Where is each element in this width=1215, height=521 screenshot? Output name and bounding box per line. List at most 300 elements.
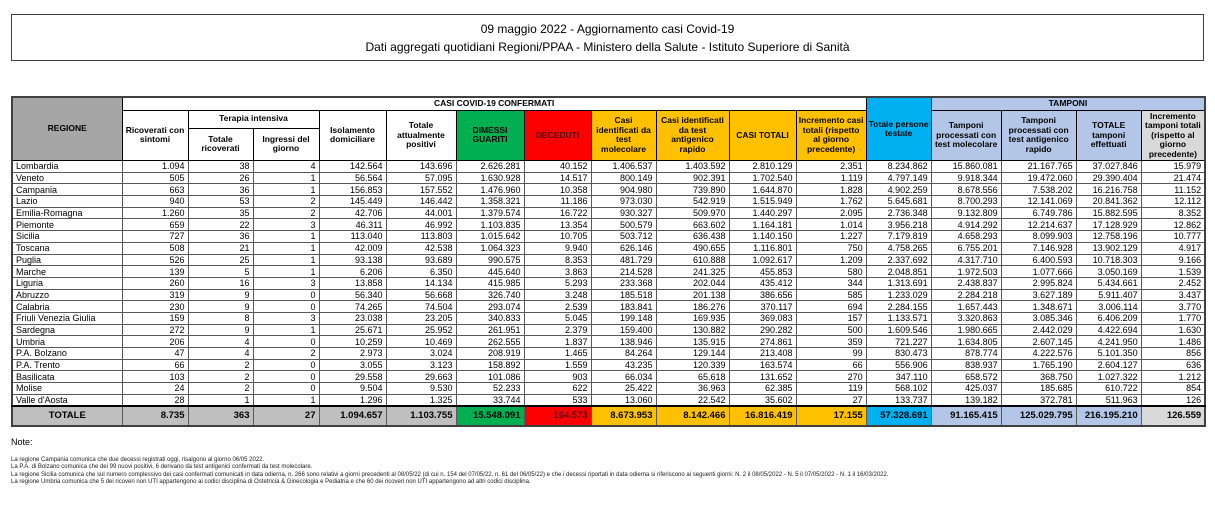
- value-cell: 2.284.218: [931, 289, 1001, 301]
- value-cell: 74.265: [319, 301, 386, 313]
- value-cell: 208.919: [456, 348, 524, 360]
- value-cell: 2.452: [1141, 277, 1205, 289]
- value-cell: 372.781: [1001, 394, 1076, 406]
- value-cell: 1.212: [1141, 371, 1205, 383]
- value-cell: 119: [796, 383, 866, 395]
- value-cell: 42.538: [386, 242, 456, 254]
- value-cell: 1.403.592: [656, 161, 729, 173]
- value-cell: 103: [122, 371, 188, 383]
- value-cell: 44.001: [386, 207, 456, 219]
- header-ingressi-giorno: Ingressi del giorno: [253, 128, 319, 160]
- value-cell: 56.668: [386, 289, 456, 301]
- value-cell: 139.182: [931, 394, 1001, 406]
- value-cell: 25.422: [591, 383, 656, 395]
- table-row: [12, 184, 1205, 196]
- value-cell: 721.227: [866, 336, 931, 348]
- value-cell: 2.626.281: [456, 161, 524, 173]
- value-cell: 1.972.503: [931, 266, 1001, 278]
- header-casi-totali: CASI TOTALI: [729, 110, 796, 161]
- totale-value: 126.559: [1141, 406, 1205, 426]
- value-cell: 101.086: [456, 371, 524, 383]
- value-cell: 1.609.546: [866, 324, 931, 336]
- value-cell: 0: [253, 371, 319, 383]
- value-cell: 1.094: [122, 161, 188, 173]
- table-row: [12, 242, 1205, 254]
- value-cell: 1.119: [796, 172, 866, 184]
- table-row: [12, 266, 1205, 278]
- value-cell: 52.233: [456, 383, 524, 395]
- value-cell: 143.696: [386, 161, 456, 173]
- header-dimessi-guariti: DIMESSI GUARITI: [456, 110, 524, 161]
- value-cell: 21: [188, 242, 253, 254]
- value-cell: 36: [188, 184, 253, 196]
- value-cell: 750: [796, 242, 866, 254]
- value-cell: 36.963: [656, 383, 729, 395]
- value-cell: 21.167.765: [1001, 161, 1076, 173]
- value-cell: 856: [1141, 348, 1205, 360]
- value-cell: 28: [122, 394, 188, 406]
- table-row: [12, 312, 1205, 324]
- value-cell: 4: [188, 348, 253, 360]
- value-cell: 6.350: [386, 266, 456, 278]
- value-cell: 214.528: [591, 266, 656, 278]
- region-name-cell: Basilicata: [12, 371, 122, 383]
- value-cell: 5.911.407: [1076, 289, 1141, 301]
- value-cell: 1.348.671: [1001, 301, 1076, 313]
- value-cell: 2.337.692: [866, 254, 931, 266]
- table-header: [12, 97, 1205, 161]
- value-cell: 5: [188, 266, 253, 278]
- value-cell: 66.034: [591, 371, 656, 383]
- value-cell: 622: [524, 383, 591, 395]
- value-cell: 138.946: [591, 336, 656, 348]
- value-cell: 126: [1141, 394, 1205, 406]
- value-cell: 1.209: [796, 254, 866, 266]
- note-line: La regione Sicilia comunica che sul numero complessivo dei casi confermati comunicati in data odierna, n. 266 sono relativi a giorni precedenti al 08/05/22 (di cui n. 154 del 07/05/22, n. 61 del 06/05/22) e che i decessi riportati in data odierna si riferiscono ai seguenti giorni: N. 2 il 08/05/2022 - N. 5 il 07/05/2022 - N. 1 il 16/03/2022.: [11, 471, 889, 478]
- value-cell: 29.390.404: [1076, 172, 1141, 184]
- value-cell: 854: [1141, 383, 1205, 395]
- region-name-cell: Molise: [12, 383, 122, 395]
- value-cell: 973.030: [591, 196, 656, 208]
- page-title: 09 maggio 2022 - Aggiornamento casi Covid-19: [480, 22, 735, 36]
- value-cell: 293.074: [456, 301, 524, 313]
- value-cell: 2: [188, 359, 253, 371]
- header-tamponi-molecolare: Tamponi processati con test molecolare: [931, 110, 1001, 161]
- value-cell: 5.434.661: [1076, 277, 1141, 289]
- value-cell: 130.882: [656, 324, 729, 336]
- value-cell: 0: [253, 301, 319, 313]
- value-cell: 99: [796, 348, 866, 360]
- value-cell: 25.952: [386, 324, 456, 336]
- value-cell: 3: [253, 312, 319, 324]
- value-cell: 9.132.809: [931, 207, 1001, 219]
- value-cell: 1.092.617: [729, 254, 796, 266]
- value-cell: 319: [122, 289, 188, 301]
- value-cell: 40.152: [524, 161, 591, 173]
- totale-value: 216.195.210: [1076, 406, 1141, 426]
- value-cell: 12.862: [1141, 219, 1205, 231]
- value-cell: 13.858: [319, 277, 386, 289]
- value-cell: 3.123: [386, 359, 456, 371]
- value-cell: 2.604.127: [1076, 359, 1141, 371]
- value-cell: 113.803: [386, 231, 456, 243]
- value-cell: 9: [188, 301, 253, 313]
- value-cell: 368.750: [1001, 371, 1076, 383]
- value-cell: 533: [524, 394, 591, 406]
- value-cell: 260: [122, 277, 188, 289]
- value-cell: 610.722: [1076, 383, 1141, 395]
- value-cell: 2: [188, 383, 253, 395]
- header-incremento-tamponi: Incremento tamponi totali (rispetto al giorno precedente): [1141, 110, 1205, 161]
- value-cell: 6.749.786: [1001, 207, 1076, 219]
- value-cell: 10.358: [524, 184, 591, 196]
- totale-value: 363: [188, 406, 253, 426]
- value-cell: 185.685: [1001, 383, 1076, 395]
- value-cell: 5.293: [524, 277, 591, 289]
- value-cell: 2.736.348: [866, 207, 931, 219]
- value-cell: 1.539: [1141, 266, 1205, 278]
- value-cell: 4: [253, 161, 319, 173]
- value-cell: 158.892: [456, 359, 524, 371]
- value-cell: 3.627.189: [1001, 289, 1076, 301]
- note-line: La regione Umbria comunica che 5 dei ricoveri non UTI appartengono ai codici disciplina di Ostetricia & Ginecologia e Pediatria e che 60 dei ricoveri non UTI appartengono ad altri codici disciplina.: [11, 479, 531, 486]
- value-cell: 14.134: [386, 277, 456, 289]
- value-cell: 13.060: [591, 394, 656, 406]
- value-cell: 8.678.556: [931, 184, 1001, 196]
- table-row: [12, 371, 1205, 383]
- value-cell: 500: [796, 324, 866, 336]
- header-regione: REGIONE: [12, 97, 122, 161]
- value-cell: 1.260: [122, 207, 188, 219]
- value-cell: 6.755.201: [931, 242, 1001, 254]
- value-cell: 3.024: [386, 348, 456, 360]
- value-cell: 1.325: [386, 394, 456, 406]
- value-cell: 37.027.846: [1076, 161, 1141, 173]
- value-cell: 201.138: [656, 289, 729, 301]
- value-cell: 1.630: [1141, 324, 1205, 336]
- region-name-cell: Liguria: [12, 277, 122, 289]
- region-name-cell: Lombardia: [12, 161, 122, 173]
- value-cell: 3.006.114: [1076, 301, 1141, 313]
- value-cell: 636: [1141, 359, 1205, 371]
- value-cell: 56.340: [319, 289, 386, 301]
- value-cell: 9: [188, 289, 253, 301]
- value-cell: 20.841.362: [1076, 196, 1141, 208]
- value-cell: 1.014: [796, 219, 866, 231]
- value-cell: 10.718.303: [1076, 254, 1141, 266]
- value-cell: 156.853: [319, 184, 386, 196]
- value-cell: 46.311: [319, 219, 386, 231]
- region-name-cell: Marche: [12, 266, 122, 278]
- value-cell: 903: [524, 371, 591, 383]
- value-cell: 9.504: [319, 383, 386, 395]
- region-name-cell: Friuli Venezia Giulia: [12, 312, 122, 324]
- value-cell: 1.296: [319, 394, 386, 406]
- value-cell: 585: [796, 289, 866, 301]
- value-cell: 22.542: [656, 394, 729, 406]
- value-cell: 4.222.576: [1001, 348, 1076, 360]
- table-row: [12, 394, 1205, 406]
- header-attualmente-positivi: Totale attualmente positivi: [386, 110, 456, 161]
- value-cell: 1.015.642: [456, 231, 524, 243]
- note-line: La regione Campania comunica che due decessi registrati oggi, risalgono al giorno 06/05 2022.: [11, 456, 265, 463]
- value-cell: 1.064.323: [456, 242, 524, 254]
- value-cell: 1.702.540: [729, 172, 796, 184]
- value-cell: 213.408: [729, 348, 796, 360]
- value-cell: 84.264: [591, 348, 656, 360]
- header-persone-testate: Totale persone testate: [866, 97, 931, 161]
- value-cell: 1.227: [796, 231, 866, 243]
- value-cell: 2.048.851: [866, 266, 931, 278]
- value-cell: 2: [188, 371, 253, 383]
- value-cell: 74.504: [386, 301, 456, 313]
- value-cell: 3: [253, 277, 319, 289]
- value-cell: 93.689: [386, 254, 456, 266]
- value-cell: 435.412: [729, 277, 796, 289]
- value-cell: 425.037: [931, 383, 1001, 395]
- value-cell: 29.663: [386, 371, 456, 383]
- totale-value: 15.548.091: [456, 406, 524, 426]
- table-row: [12, 161, 1205, 173]
- header-totale-tamponi: TOTALE tamponi effettuati: [1076, 110, 1141, 161]
- value-cell: 6.406.209: [1076, 312, 1141, 324]
- value-cell: 27: [796, 394, 866, 406]
- value-cell: 0: [253, 383, 319, 395]
- value-cell: 1: [253, 231, 319, 243]
- value-cell: 3.248: [524, 289, 591, 301]
- value-cell: 135.915: [656, 336, 729, 348]
- value-cell: 3.956.218: [866, 219, 931, 231]
- value-cell: 481.729: [591, 254, 656, 266]
- value-cell: 4.317.710: [931, 254, 1001, 266]
- value-cell: 990.575: [456, 254, 524, 266]
- value-cell: 542.919: [656, 196, 729, 208]
- totale-value: 8.735: [122, 406, 188, 426]
- value-cell: 17.128.929: [1076, 219, 1141, 231]
- value-cell: 800.149: [591, 172, 656, 184]
- value-cell: 10.777: [1141, 231, 1205, 243]
- value-cell: 2.095: [796, 207, 866, 219]
- region-name-cell: Sicilia: [12, 231, 122, 243]
- value-cell: 9.918.344: [931, 172, 1001, 184]
- region-name-cell: Puglia: [12, 254, 122, 266]
- value-cell: 1: [253, 266, 319, 278]
- header-casi-antigenico: Casi identificati da test antigenico rapido: [656, 110, 729, 161]
- table-body: [12, 161, 1205, 406]
- value-cell: 62.385: [729, 383, 796, 395]
- region-name-cell: Piemonte: [12, 219, 122, 231]
- value-cell: 1.515.949: [729, 196, 796, 208]
- value-cell: 8: [188, 312, 253, 324]
- value-cell: 146.442: [386, 196, 456, 208]
- value-cell: 326.740: [456, 289, 524, 301]
- value-cell: 185.518: [591, 289, 656, 301]
- covid-data-table: [11, 96, 1206, 427]
- value-cell: 340.833: [456, 312, 524, 324]
- value-cell: 7.538.202: [1001, 184, 1076, 196]
- value-cell: 3.055: [319, 359, 386, 371]
- value-cell: 131.652: [729, 371, 796, 383]
- header-isolamento: Isolamento domiciliare: [319, 110, 386, 161]
- value-cell: 1.027.322: [1076, 371, 1141, 383]
- table-row: [12, 289, 1205, 301]
- value-cell: 9.166: [1141, 254, 1205, 266]
- totale-value: 16.816.419: [729, 406, 796, 426]
- value-cell: 10.469: [386, 336, 456, 348]
- table-row: [12, 301, 1205, 313]
- value-cell: 66: [796, 359, 866, 371]
- value-cell: 1.634.805: [931, 336, 1001, 348]
- value-cell: 2.539: [524, 301, 591, 313]
- value-cell: 6.206: [319, 266, 386, 278]
- header-tamponi-antigenico: Tamponi processati con test antigenico rapido: [1001, 110, 1076, 161]
- value-cell: 1: [253, 254, 319, 266]
- value-cell: 4: [188, 336, 253, 348]
- value-cell: 1: [253, 242, 319, 254]
- value-cell: 25: [188, 254, 253, 266]
- value-cell: 0: [253, 359, 319, 371]
- value-cell: 658.572: [931, 371, 1001, 383]
- value-cell: 3.863: [524, 266, 591, 278]
- region-name-cell: Toscana: [12, 242, 122, 254]
- totale-value: 8.142.466: [656, 406, 729, 426]
- value-cell: 262.555: [456, 336, 524, 348]
- value-cell: 3.437: [1141, 289, 1205, 301]
- value-cell: 490.655: [656, 242, 729, 254]
- totale-value: 1.094.657: [319, 406, 386, 426]
- value-cell: 1.828: [796, 184, 866, 196]
- value-cell: 12.214.637: [1001, 219, 1076, 231]
- value-cell: 4.758.265: [866, 242, 931, 254]
- value-cell: 16.722: [524, 207, 591, 219]
- value-cell: 1.313.691: [866, 277, 931, 289]
- value-cell: 93.138: [319, 254, 386, 266]
- value-cell: 878.774: [931, 348, 1001, 360]
- table-row: [12, 219, 1205, 231]
- value-cell: 0: [253, 289, 319, 301]
- value-cell: 0: [253, 336, 319, 348]
- region-name-cell: Calabria: [12, 301, 122, 313]
- table-row: [12, 231, 1205, 243]
- value-cell: 1.164.181: [729, 219, 796, 231]
- value-cell: 36: [188, 231, 253, 243]
- totale-value: 125.029.795: [1001, 406, 1076, 426]
- value-cell: 1.103.835: [456, 219, 524, 231]
- value-cell: 2: [253, 348, 319, 360]
- value-cell: 1.770: [1141, 312, 1205, 324]
- value-cell: 1.077.666: [1001, 266, 1076, 278]
- value-cell: 270: [796, 371, 866, 383]
- header-casi-molecolare: Casi identificati da test molecolare: [591, 110, 656, 161]
- value-cell: 9.940: [524, 242, 591, 254]
- region-name-cell: P.A. Bolzano: [12, 348, 122, 360]
- value-cell: 13.902.129: [1076, 242, 1141, 254]
- value-cell: 930.327: [591, 207, 656, 219]
- value-cell: 1.133.571: [866, 312, 931, 324]
- value-cell: 359: [796, 336, 866, 348]
- value-cell: 3: [253, 219, 319, 231]
- value-cell: 16.216.758: [1076, 184, 1141, 196]
- value-cell: 46.992: [386, 219, 456, 231]
- value-cell: 636.438: [656, 231, 729, 243]
- value-cell: 1: [253, 172, 319, 184]
- value-cell: 1.657.443: [931, 301, 1001, 313]
- value-cell: 3.050.169: [1076, 266, 1141, 278]
- value-cell: 659: [122, 219, 188, 231]
- value-cell: 2.442.029: [1001, 324, 1076, 336]
- value-cell: 133.737: [866, 394, 931, 406]
- value-cell: 1.465: [524, 348, 591, 360]
- value-cell: 509.970: [656, 207, 729, 219]
- value-cell: 505: [122, 172, 188, 184]
- page-subtitle: Dati aggregati quotidiani Regioni/PPAA - Ministero della Salute - Istituto Superiore di Sanità: [365, 40, 850, 54]
- header-deceduti: DECEDUTI: [524, 110, 591, 161]
- value-cell: 556.906: [866, 359, 931, 371]
- value-cell: 15.882.595: [1076, 207, 1141, 219]
- value-cell: 8.352: [1141, 207, 1205, 219]
- value-cell: 12.758.196: [1076, 231, 1141, 243]
- value-cell: 47: [122, 348, 188, 360]
- value-cell: 4.658.293: [931, 231, 1001, 243]
- value-cell: 1: [188, 394, 253, 406]
- value-cell: 23.038: [319, 312, 386, 324]
- value-cell: 3.770: [1141, 301, 1205, 313]
- note-line: La P.A. di Bolzano comunica che dei 99 nuovi positivi, 6 derivano da test antigenici confermati da test molecolare.: [11, 464, 313, 471]
- value-cell: 29.558: [319, 371, 386, 383]
- value-cell: 7.179.819: [866, 231, 931, 243]
- totale-value: 8.673.953: [591, 406, 656, 426]
- value-cell: 8.700.293: [931, 196, 1001, 208]
- header-totale-ricoverati: Totale ricoverati: [188, 128, 253, 160]
- value-cell: 120.339: [656, 359, 729, 371]
- value-cell: 14.517: [524, 172, 591, 184]
- value-cell: 5.045: [524, 312, 591, 324]
- value-cell: 1.644.870: [729, 184, 796, 196]
- value-cell: 369.083: [729, 312, 796, 324]
- value-cell: 22: [188, 219, 253, 231]
- table-row: [12, 348, 1205, 360]
- value-cell: 838.937: [931, 359, 1001, 371]
- value-cell: 56.564: [319, 172, 386, 184]
- table-row: [12, 359, 1205, 371]
- value-cell: 35: [188, 207, 253, 219]
- value-cell: 344: [796, 277, 866, 289]
- region-name-cell: P.A. Trento: [12, 359, 122, 371]
- value-cell: 290.282: [729, 324, 796, 336]
- value-cell: 1.476.960: [456, 184, 524, 196]
- value-cell: 1.486: [1141, 336, 1205, 348]
- totale-row: [12, 406, 1205, 426]
- totale-value: 57.328.691: [866, 406, 931, 426]
- value-cell: 142.564: [319, 161, 386, 173]
- value-cell: 2: [253, 207, 319, 219]
- value-cell: 23.205: [386, 312, 456, 324]
- value-cell: 580: [796, 266, 866, 278]
- value-cell: 1.837: [524, 336, 591, 348]
- region-name-cell: Valle d'Aosta: [12, 394, 122, 406]
- value-cell: 199.148: [591, 312, 656, 324]
- header-band-tamponi: TAMPONI: [931, 97, 1205, 110]
- value-cell: 2.995.824: [1001, 277, 1076, 289]
- region-name-cell: Abruzzo: [12, 289, 122, 301]
- value-cell: 25.671: [319, 324, 386, 336]
- header-incremento-casi: Incremento casi totali (rispetto al giorno precedente): [796, 110, 866, 161]
- table-row: [12, 207, 1205, 219]
- value-cell: 5.645.681: [866, 196, 931, 208]
- header-terapia-intensiva: Terapia intensiva: [188, 110, 319, 128]
- value-cell: 6.400.593: [1001, 254, 1076, 266]
- value-cell: 183.841: [591, 301, 656, 313]
